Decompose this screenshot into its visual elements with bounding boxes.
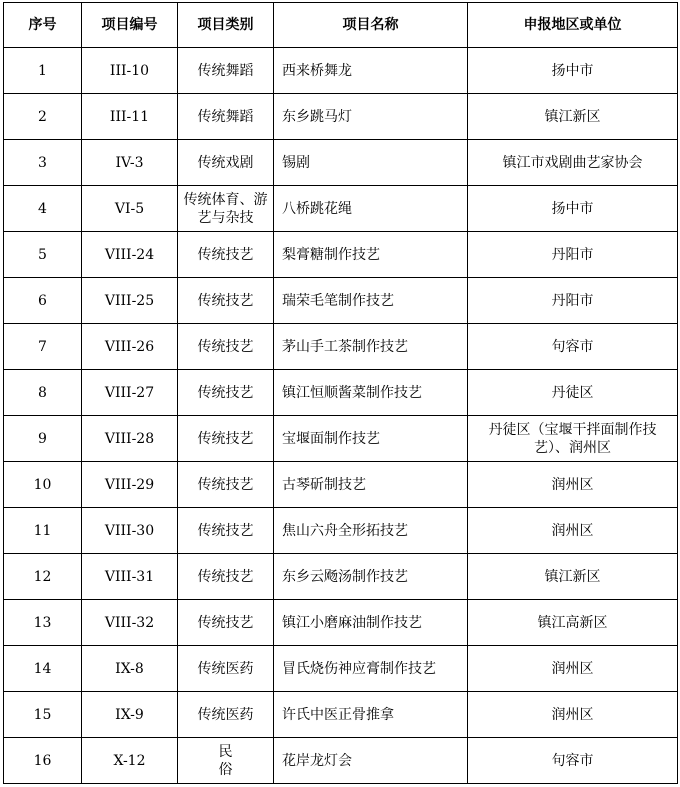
cell-no: 6 xyxy=(4,278,82,324)
cell-region: 丹徒区（宝堰干拌面制作技艺）、润州区 xyxy=(468,416,678,462)
cell-no: 8 xyxy=(4,370,82,416)
cell-code: VIII-27 xyxy=(82,370,178,416)
cell-code: VIII-29 xyxy=(82,462,178,508)
cell-no: 12 xyxy=(4,554,82,600)
cell-name: 宝堰面制作技艺 xyxy=(274,416,468,462)
cell-category: 民俗 xyxy=(178,738,274,784)
cell-region: 丹徒区 xyxy=(468,370,678,416)
cell-code: VIII-30 xyxy=(82,508,178,554)
cell-code: III-11 xyxy=(82,94,178,140)
cell-region: 扬中市 xyxy=(468,48,678,94)
table-row xyxy=(4,232,678,278)
table-row xyxy=(4,94,678,140)
cell-no: 9 xyxy=(4,416,82,462)
cell-category: 传统技艺 xyxy=(178,232,274,278)
header-row xyxy=(4,3,678,48)
cell-category: 传统技艺 xyxy=(178,278,274,324)
cell-region: 润州区 xyxy=(468,646,678,692)
table-row xyxy=(4,600,678,646)
cell-category: 传统舞蹈 xyxy=(178,48,274,94)
cell-region: 句容市 xyxy=(468,324,678,370)
cell-region: 扬中市 xyxy=(468,186,678,232)
cell-code: VIII-31 xyxy=(82,554,178,600)
cell-name: 许氏中医正骨推拿 xyxy=(274,692,468,738)
cell-code: IX-8 xyxy=(82,646,178,692)
cell-code: VI-5 xyxy=(82,186,178,232)
cell-no: 3 xyxy=(4,140,82,186)
cell-region: 润州区 xyxy=(468,692,678,738)
cell-region: 丹阳市 xyxy=(468,278,678,324)
cell-category: 传统技艺 xyxy=(178,370,274,416)
table-row xyxy=(4,416,678,462)
cell-no: 15 xyxy=(4,692,82,738)
cell-name: 东乡跳马灯 xyxy=(274,94,468,140)
cell-region: 润州区 xyxy=(468,508,678,554)
cell-category: 传统体育、游艺与杂技 xyxy=(178,186,274,232)
table-row xyxy=(4,738,678,784)
cell-code: X-12 xyxy=(82,738,178,784)
cell-region: 丹阳市 xyxy=(468,232,678,278)
cell-name: 花岸龙灯会 xyxy=(274,738,468,784)
cell-code: IV-3 xyxy=(82,140,178,186)
cell-region: 镇江高新区 xyxy=(468,600,678,646)
cell-no: 14 xyxy=(4,646,82,692)
cell-name: 八桥跳花绳 xyxy=(274,186,468,232)
cell-no: 1 xyxy=(4,48,82,94)
cell-name: 锡剧 xyxy=(274,140,468,186)
cell-code: VIII-26 xyxy=(82,324,178,370)
cell-no: 7 xyxy=(4,324,82,370)
cell-name: 镇江小磨麻油制作技艺 xyxy=(274,600,468,646)
cell-region: 润州区 xyxy=(468,462,678,508)
cell-name: 茅山手工茶制作技艺 xyxy=(274,324,468,370)
header-no: 序号 xyxy=(4,3,82,48)
table-row xyxy=(4,646,678,692)
cell-no: 16 xyxy=(4,738,82,784)
table-row xyxy=(4,278,678,324)
cell-code: VIII-24 xyxy=(82,232,178,278)
heritage-table xyxy=(3,2,678,784)
table-row xyxy=(4,462,678,508)
cell-name: 西来桥舞龙 xyxy=(274,48,468,94)
table-row xyxy=(4,140,678,186)
cell-category: 传统技艺 xyxy=(178,508,274,554)
cell-region: 句容市 xyxy=(468,738,678,784)
table-row xyxy=(4,186,678,232)
cell-name: 冒氏烧伤神应膏制作技艺 xyxy=(274,646,468,692)
table-row xyxy=(4,692,678,738)
cell-name: 瑞荣毛笔制作技艺 xyxy=(274,278,468,324)
cell-category: 传统医药 xyxy=(178,692,274,738)
cell-no: 10 xyxy=(4,462,82,508)
table-row xyxy=(4,554,678,600)
cell-no: 5 xyxy=(4,232,82,278)
cell-no: 13 xyxy=(4,600,82,646)
header-category: 项目类别 xyxy=(178,3,274,48)
cell-name: 东乡云飏汤制作技艺 xyxy=(274,554,468,600)
cell-code: VIII-25 xyxy=(82,278,178,324)
cell-no: 11 xyxy=(4,508,82,554)
cell-no: 2 xyxy=(4,94,82,140)
header-name: 项目名称 xyxy=(274,3,468,48)
cell-code: III-10 xyxy=(82,48,178,94)
table-row xyxy=(4,324,678,370)
cell-category: 传统舞蹈 xyxy=(178,94,274,140)
cell-code: IX-9 xyxy=(82,692,178,738)
table-row xyxy=(4,508,678,554)
cell-category: 传统戏剧 xyxy=(178,140,274,186)
cell-name: 梨膏糖制作技艺 xyxy=(274,232,468,278)
table-row xyxy=(4,370,678,416)
cell-name: 镇江恒顺酱菜制作技艺 xyxy=(274,370,468,416)
cell-name: 焦山六舟全形拓技艺 xyxy=(274,508,468,554)
cell-name: 古琴斫制技艺 xyxy=(274,462,468,508)
cell-region: 镇江市戏剧曲艺家协会 xyxy=(468,140,678,186)
cell-code: VIII-32 xyxy=(82,600,178,646)
cell-category: 传统技艺 xyxy=(178,416,274,462)
cell-category: 传统医药 xyxy=(178,646,274,692)
cell-region: 镇江新区 xyxy=(468,94,678,140)
header-code: 项目编号 xyxy=(82,3,178,48)
cell-code: VIII-28 xyxy=(82,416,178,462)
cell-category: 传统技艺 xyxy=(178,600,274,646)
cell-category: 传统技艺 xyxy=(178,324,274,370)
cell-no: 4 xyxy=(4,186,82,232)
cell-category: 传统技艺 xyxy=(178,462,274,508)
table-row xyxy=(4,48,678,94)
header-region: 申报地区或单位 xyxy=(468,3,678,48)
cell-category: 传统技艺 xyxy=(178,554,274,600)
cell-region: 镇江新区 xyxy=(468,554,678,600)
